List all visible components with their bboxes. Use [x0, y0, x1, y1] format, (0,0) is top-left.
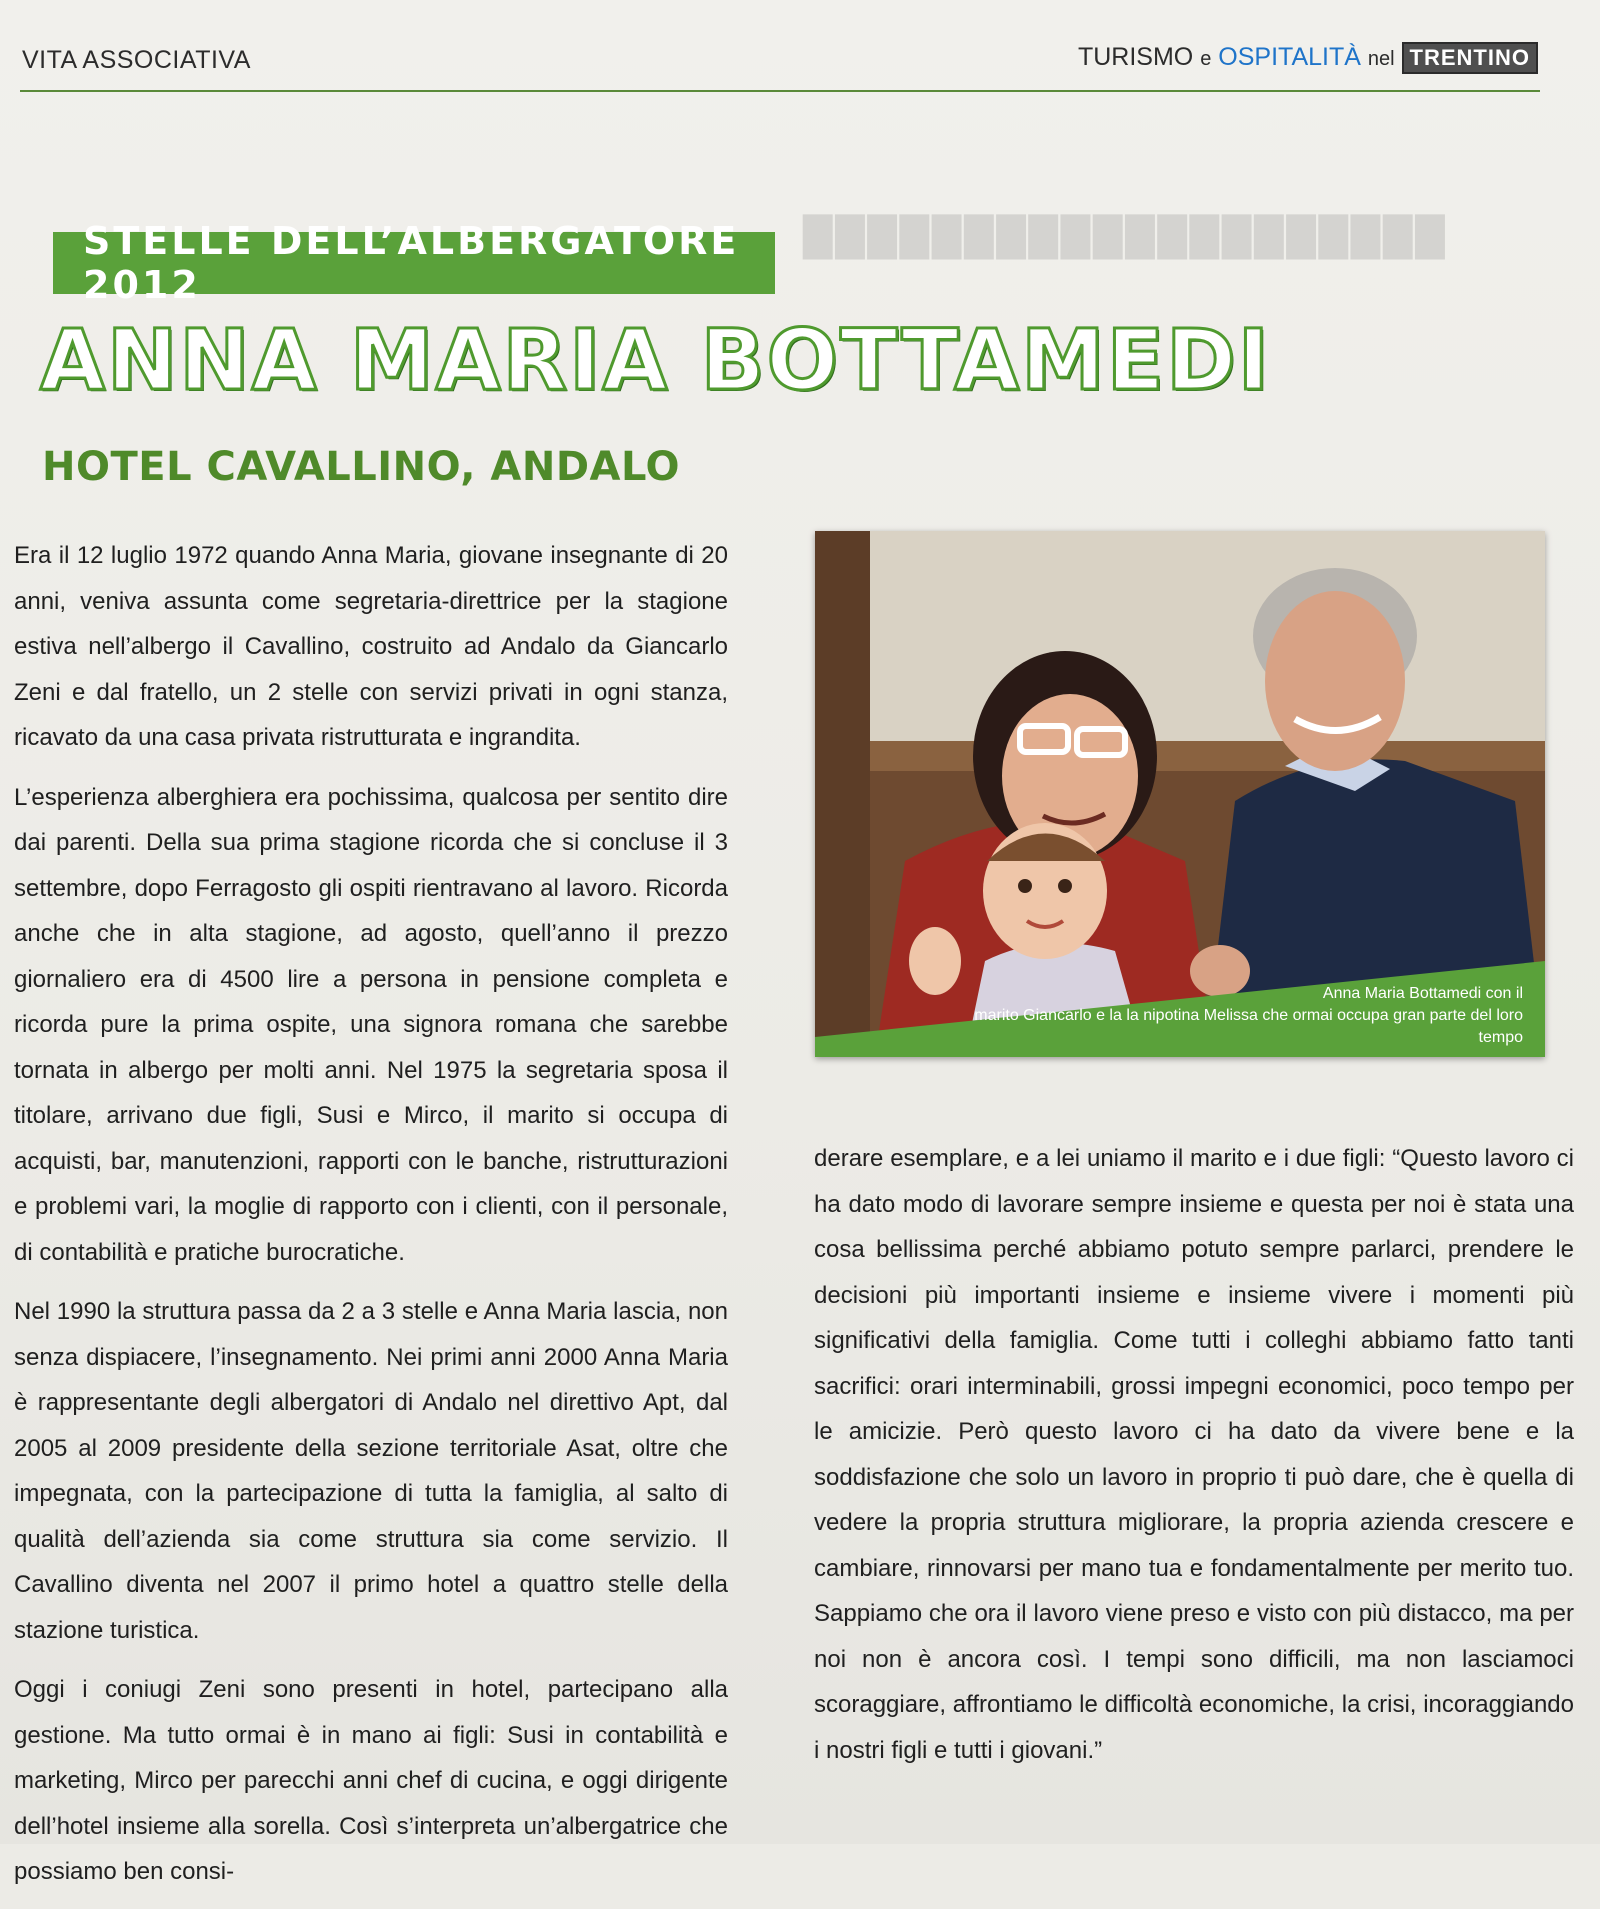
bleed-through-headline: ████████████████████	[800, 215, 1445, 259]
photo-caption	[963, 983, 1523, 1049]
magazine-title-part2: OSPITALITÀ	[1218, 43, 1361, 71]
family-photo-illustration	[815, 531, 1545, 1057]
header-divider	[20, 90, 1540, 92]
article-subtitle: HOTEL CAVALLINO, ANDALO	[42, 444, 681, 490]
family-photo	[815, 531, 1545, 1057]
magazine-title-nel: nel	[1367, 48, 1395, 70]
magazine-title	[1078, 42, 1538, 74]
article-paragraph-continued: derare esemplare, e a lei uniamo il marito e i due figli: “Questo lavoro ci ha dato modo di lavorare sempre insieme e questa per noi è stata una cosa bellissima perché abbiamo potuto sempre parlarci, prendere le decisioni più importanti insieme e insieme vivere i momenti più significativi della famiglia. Come tutti i colleghi abbiamo fatto tanti sacrifici: orari interminabili, grossi impegni economici, poco tempo per le amicizie. Però questo lavoro ci ha dato da vivere bene e la soddisfazione che solo un lavoro in proprio ti può dare, che è quella di vedere la propria struttura migliorare, la propria azienda crescere e cambiare, rinnovarsi per mano tua e fondamentalmente per merito tuo. Sappiamo che ora il lavoro viene preso e visto con più distacco, ma per noi non è ancora così. I tempi sono difficili, ma non lasciamoci scoraggiare, affrontiamo le difficoltà economiche, la crisi, incoraggiando i nostri figli e tutti i giovani.”	[814, 1145, 1574, 1764]
section-label: VITA ASSOCIATIVA	[22, 46, 251, 74]
article-paragraph: Era il 12 luglio 1972 quando Anna Maria, giovane insegnante di 20 anni, veniva assunta come segretaria-direttrice per la stagione estiva nell’albergo il Cavallino, costruito ad Andalo da Giancarlo Zeni e dal fratello, un 2 stelle con servizi privati in ogni stanza, ricavato da una casa privata ristrutturata e ingrandita.	[14, 542, 728, 751]
magazine-title-e: e	[1200, 48, 1212, 70]
article-column-right	[814, 1136, 1574, 1787]
article-paragraph: Oggi i coniugi Zeni sono presenti in hotel, partecipano alla gestione. Ma tutto ormai è in mano ai figli: Susi in contabilità e marketing, Mirco per parecchi anni chef di cucina, e oggi dirigente dell’hotel insieme alla sorella. Così s’interpreta un’albergatrice che possiamo ben consi-	[14, 1676, 728, 1885]
article-paragraph: Nel 1990 la struttura passa da 2 a 3 stelle e Anna Maria lascia, non senza dispiacere, l’insegnamento. Nei primi anni 2000 Anna Maria è rappresentante degli albergatori di Andalo nel direttivo Apt, dal 2005 al 2009 presidente della sezione territoriale Asat, oltre che impegnata, con la partecipazione di tutta la famiglia, al salto di qualità dell’azienda sia come struttura sia come servizio. Il Cavallino diventa nel 2007 il primo hotel a quattro stelle della stazione turistica.	[14, 1298, 728, 1644]
article-title: ANNA MARIA BOTTAMEDI	[40, 311, 1272, 409]
article-kicker: STELLE DELL’ALBERGATORE 2012	[53, 232, 775, 294]
article-paragraph: L’esperienza alberghiera era pochissima, qualcosa per sentito dire dai parenti. Della sua prima stagione ricorda che si concluse il 3 settembre, dopo Ferragosto gli ospiti rientravano al lavoro. Ricorda anche che in alta stagione, ad agosto, quell’anno il prezzo giornaliero era di 4500 lire a persona in pensione completa e ricorda pure la prima ospite, una signora romana che sarebbe tornata in albergo per molti anni. Nel 1975 la segretaria sposa il titolare, arrivano due figli, Susi e Mirco, il marito si occupa di acquisti, bar, manutenzioni, rapporti con le banche, ristrutturazioni e problemi vari, la moglie di rapporto con i clienti, con il personale, di contabilità e pratiche burocratiche.	[14, 783, 728, 1266]
photo-caption-line1: Anna Maria Bottamedi con il	[1322, 985, 1523, 1002]
article-column-left	[14, 533, 728, 1909]
magazine-brand-logo: TRENTINO	[1402, 42, 1538, 74]
magazine-title-part1: TURISMO	[1077, 43, 1194, 71]
photo-caption-line2: marito Giancarlo e la la nipotina Melissa che ormai occupa gran parte del loro tempo	[974, 1007, 1523, 1046]
